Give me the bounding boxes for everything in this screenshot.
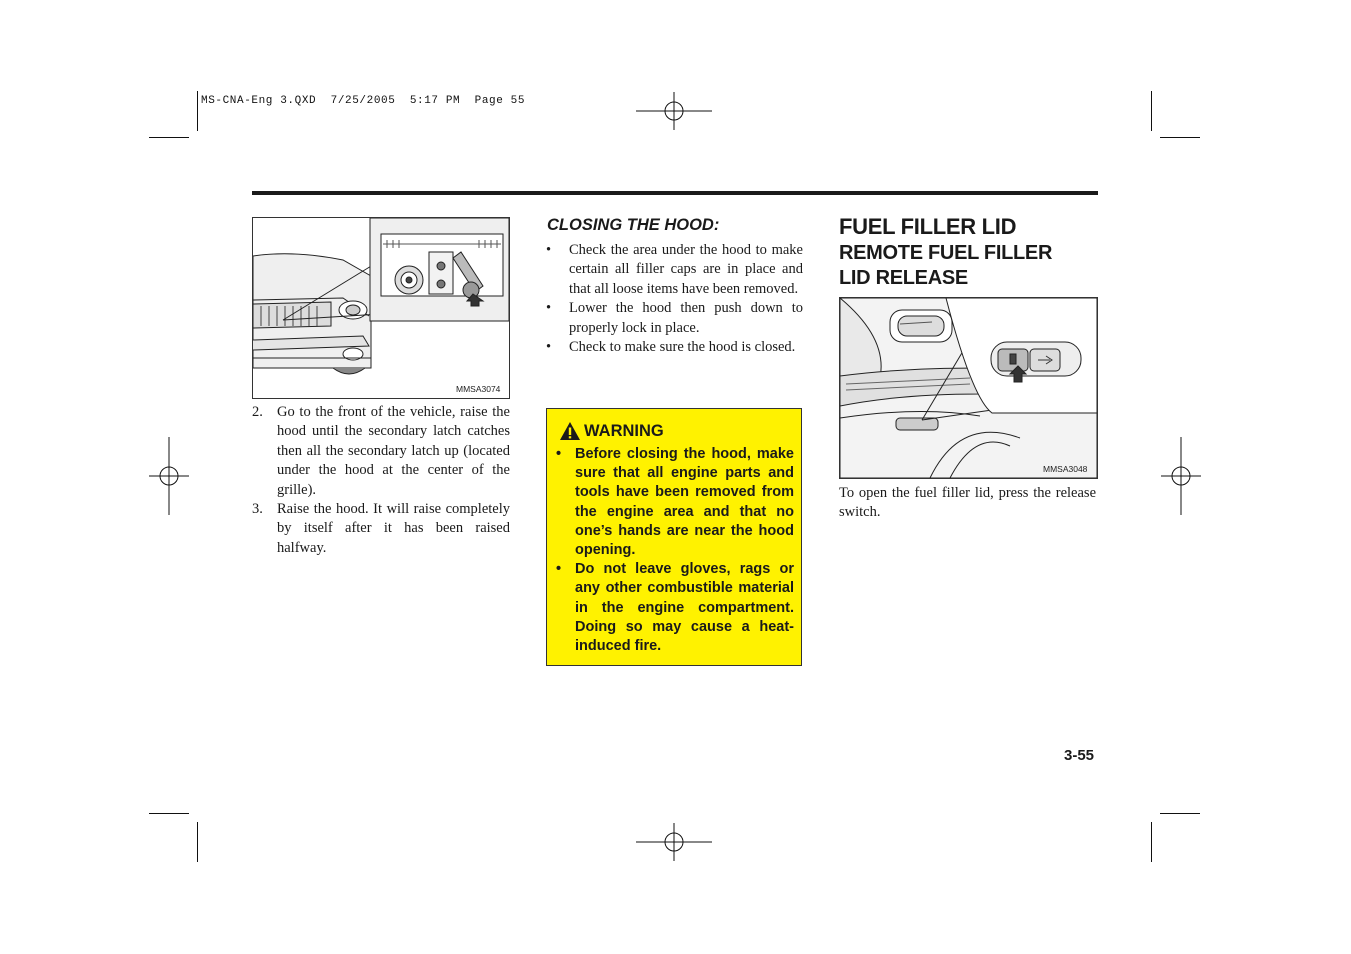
list-item-text: Check to make sure the hood is closed. <box>569 339 796 356</box>
fuel-release-text: To open the fuel filler lid, press the release switch. <box>839 485 1096 521</box>
hood-latch-figure <box>252 217 510 399</box>
section-title: FUEL FILLER LID <box>839 214 1017 239</box>
bullet-icon: • <box>556 561 562 578</box>
step-text: Go to the front of the vehicle, raise the hood until the secondary latch catches then all the secondary latch up (located under the hood at the center of the grille). <box>277 404 510 498</box>
bullet-icon: • <box>556 446 562 462</box>
figure-code: MMSA3074 <box>456 384 501 394</box>
bullet-icon: • <box>546 300 552 317</box>
list-item <box>546 299 803 338</box>
warning-item-text: Before closing the hood, make sure that all engine parts and tools have been removed from the engine area and that no one’s hands are near the hood opening. <box>575 446 794 559</box>
warning-item-text: Do not leave gloves, rags or any other combustible material in the engine compartment. Doing so may cause a heat-induced fire. <box>575 561 794 655</box>
closing-hood-heading: CLOSING THE HOOD: <box>547 216 720 234</box>
list-item <box>546 241 803 299</box>
step-item <box>252 500 510 558</box>
closing-hood-list <box>546 241 803 357</box>
page-number: 3-55 <box>1064 747 1095 764</box>
warning-item <box>555 560 794 656</box>
step-number: 2. <box>252 404 263 420</box>
hood-secondary-latch-illustration <box>253 218 509 398</box>
subsection-title-line2: LID RELEASE <box>839 267 968 289</box>
fuel-release-figure <box>839 297 1098 479</box>
fuel-filler-release-switch-illustration <box>840 298 1097 478</box>
bullet-icon: • <box>546 339 552 356</box>
figure-code: MMSA3048 <box>1043 464 1088 474</box>
step-item <box>252 403 510 500</box>
step-text: Raise the hood. It will raise completely by itself after it has been raised halfway. <box>277 501 510 556</box>
top-rule <box>252 191 1098 195</box>
warning-box <box>546 408 802 666</box>
bullet-icon: • <box>546 242 552 258</box>
warning-label: WARNING <box>584 421 664 440</box>
list-item-text: Lower the hood then push down to properly lock in place. <box>569 300 803 336</box>
subsection-title-line1: REMOTE FUEL FILLER <box>839 242 1053 264</box>
slug-line: MS-CNA-Eng 3.QXD 7/25/2005 5:17 PM Page 55 <box>201 95 526 107</box>
hood-open-steps <box>252 403 510 558</box>
warning-item <box>555 445 794 560</box>
step-number: 3. <box>252 501 263 518</box>
list-item <box>546 338 803 357</box>
list-item-text: Check the area under the hood to make certain all filler caps are in place and that all loose items have been removed. <box>569 242 803 297</box>
warning-triangle-icon <box>559 421 581 441</box>
warning-title <box>559 421 664 441</box>
